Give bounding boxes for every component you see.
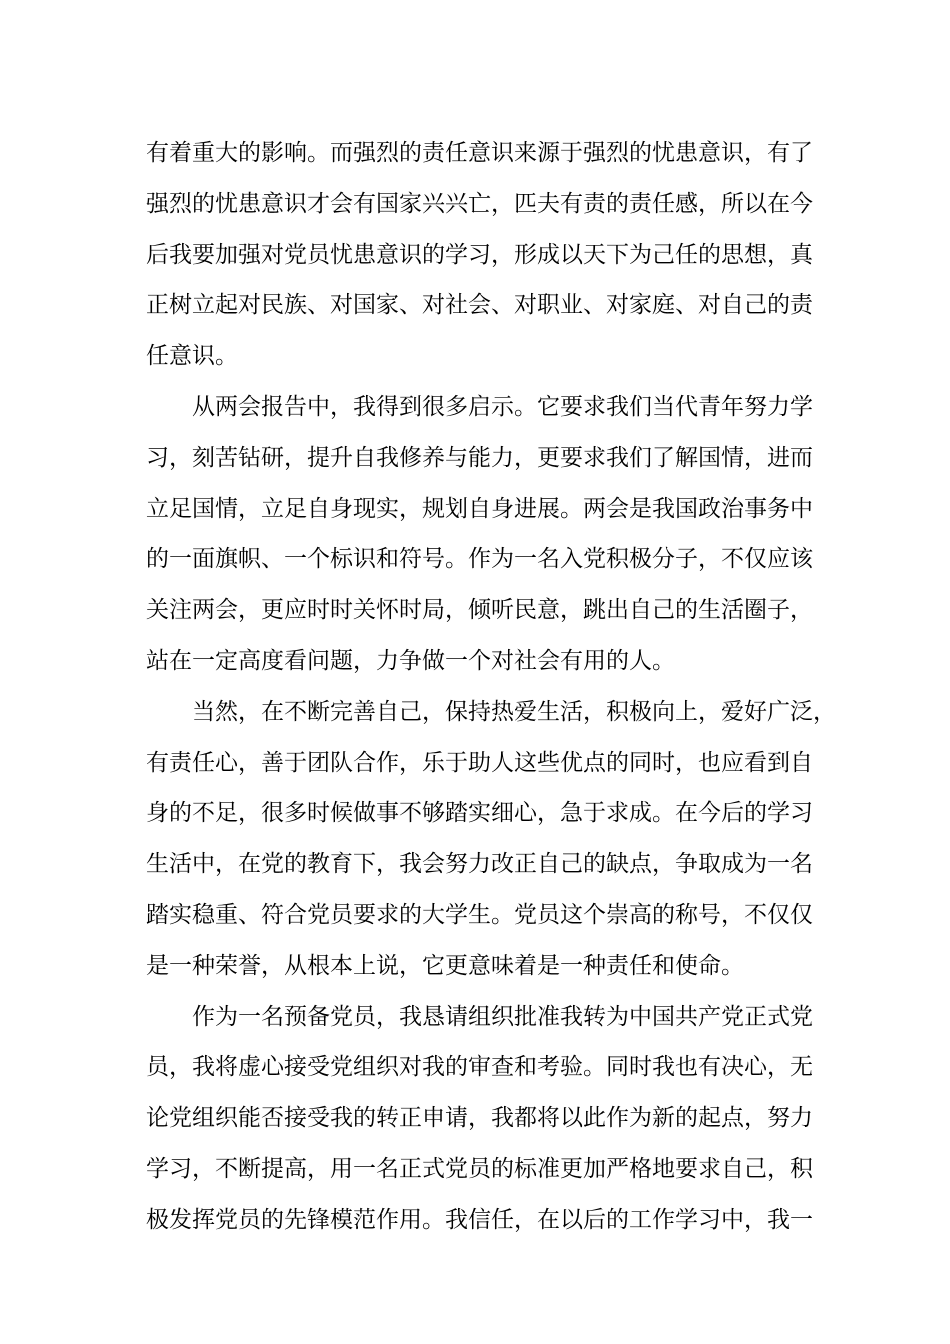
text-line: 是一种荣誉，从根本上说，它更意味着是一种责任和使命。 [146,952,744,979]
text-line: 的一面旗帜、一个标识和符号。作为一名入党积极分子，不仅应该 [146,546,813,573]
text-line: 身的不足，很多时候做事不够踏实细心，急于求成。在今后的学习 [146,800,813,827]
paragraph-4 [146,992,813,1246]
text-line: 极发挥党员的先锋模范作用。我信任，在以后的工作学习中，我一 [146,1206,813,1233]
text-line: 强烈的忧患意识才会有国家兴兴亡，匹夫有责的责任感，所以在今 [146,190,813,217]
text-line: 任意识。 [146,343,238,370]
text-line: 有着重大的影响。而强烈的责任意识来源于强烈的忧患意识，有了 [146,140,813,166]
paragraph-1 [146,128,813,382]
text-line: 立足国情，立足自身现实，规划自身进展。两会是我国政治事务中 [146,495,813,522]
text-line: 学习，不断提高，用一名正式党员的标准更加严格地要求自己，积 [146,1155,813,1182]
text-line: 踏实稳重、符合党员要求的大学生。党员这个崇高的称号，不仅仅 [146,901,813,928]
text-line: 当然，在不断完善自己，保持热爱生活，积极向上，爱好广泛， [192,698,836,725]
text-line: 关注两会，更应时时关怀时局，倾听民意，跳出自己的生活圈子， [146,597,813,624]
text-line: 生活中，在党的教育下，我会努力改正自己的缺点，争取成为一名 [146,851,813,878]
document-body [146,128,836,1246]
text-line: 作为一名预备党员，我恳请组织批准我转为中国共产党正式党 [192,1003,813,1030]
text-line: 有责任心，善于团队合作，乐于助人这些优点的同时，也应看到自 [146,749,813,776]
text-line: 正树立起对民族、对国家、对社会、对职业、对家庭、对自己的责 [146,292,813,319]
text-line: 后我要加强对党员忧患意识的学习，形成以天下为己任的思想，真 [146,241,813,268]
text-line: 从两会报告中，我得到很多启示。它要求我们当代青年努力学 [192,393,813,420]
paragraph-3 [146,687,836,992]
text-line: 站在一定高度看问题，力争做一个对社会有用的人。 [146,647,675,674]
text-line: 论党组织能否接受我的转正申请，我都将以此作为新的起点，努力 [146,1105,813,1132]
text-line: 员，我将虚心接受党组织对我的审查和考验。同时我也有决心，无 [146,1054,813,1081]
text-line: 习，刻苦钻研，提升自我修养与能力，更要求我们了解国情，进而 [146,444,813,471]
paragraph-2 [146,382,813,687]
